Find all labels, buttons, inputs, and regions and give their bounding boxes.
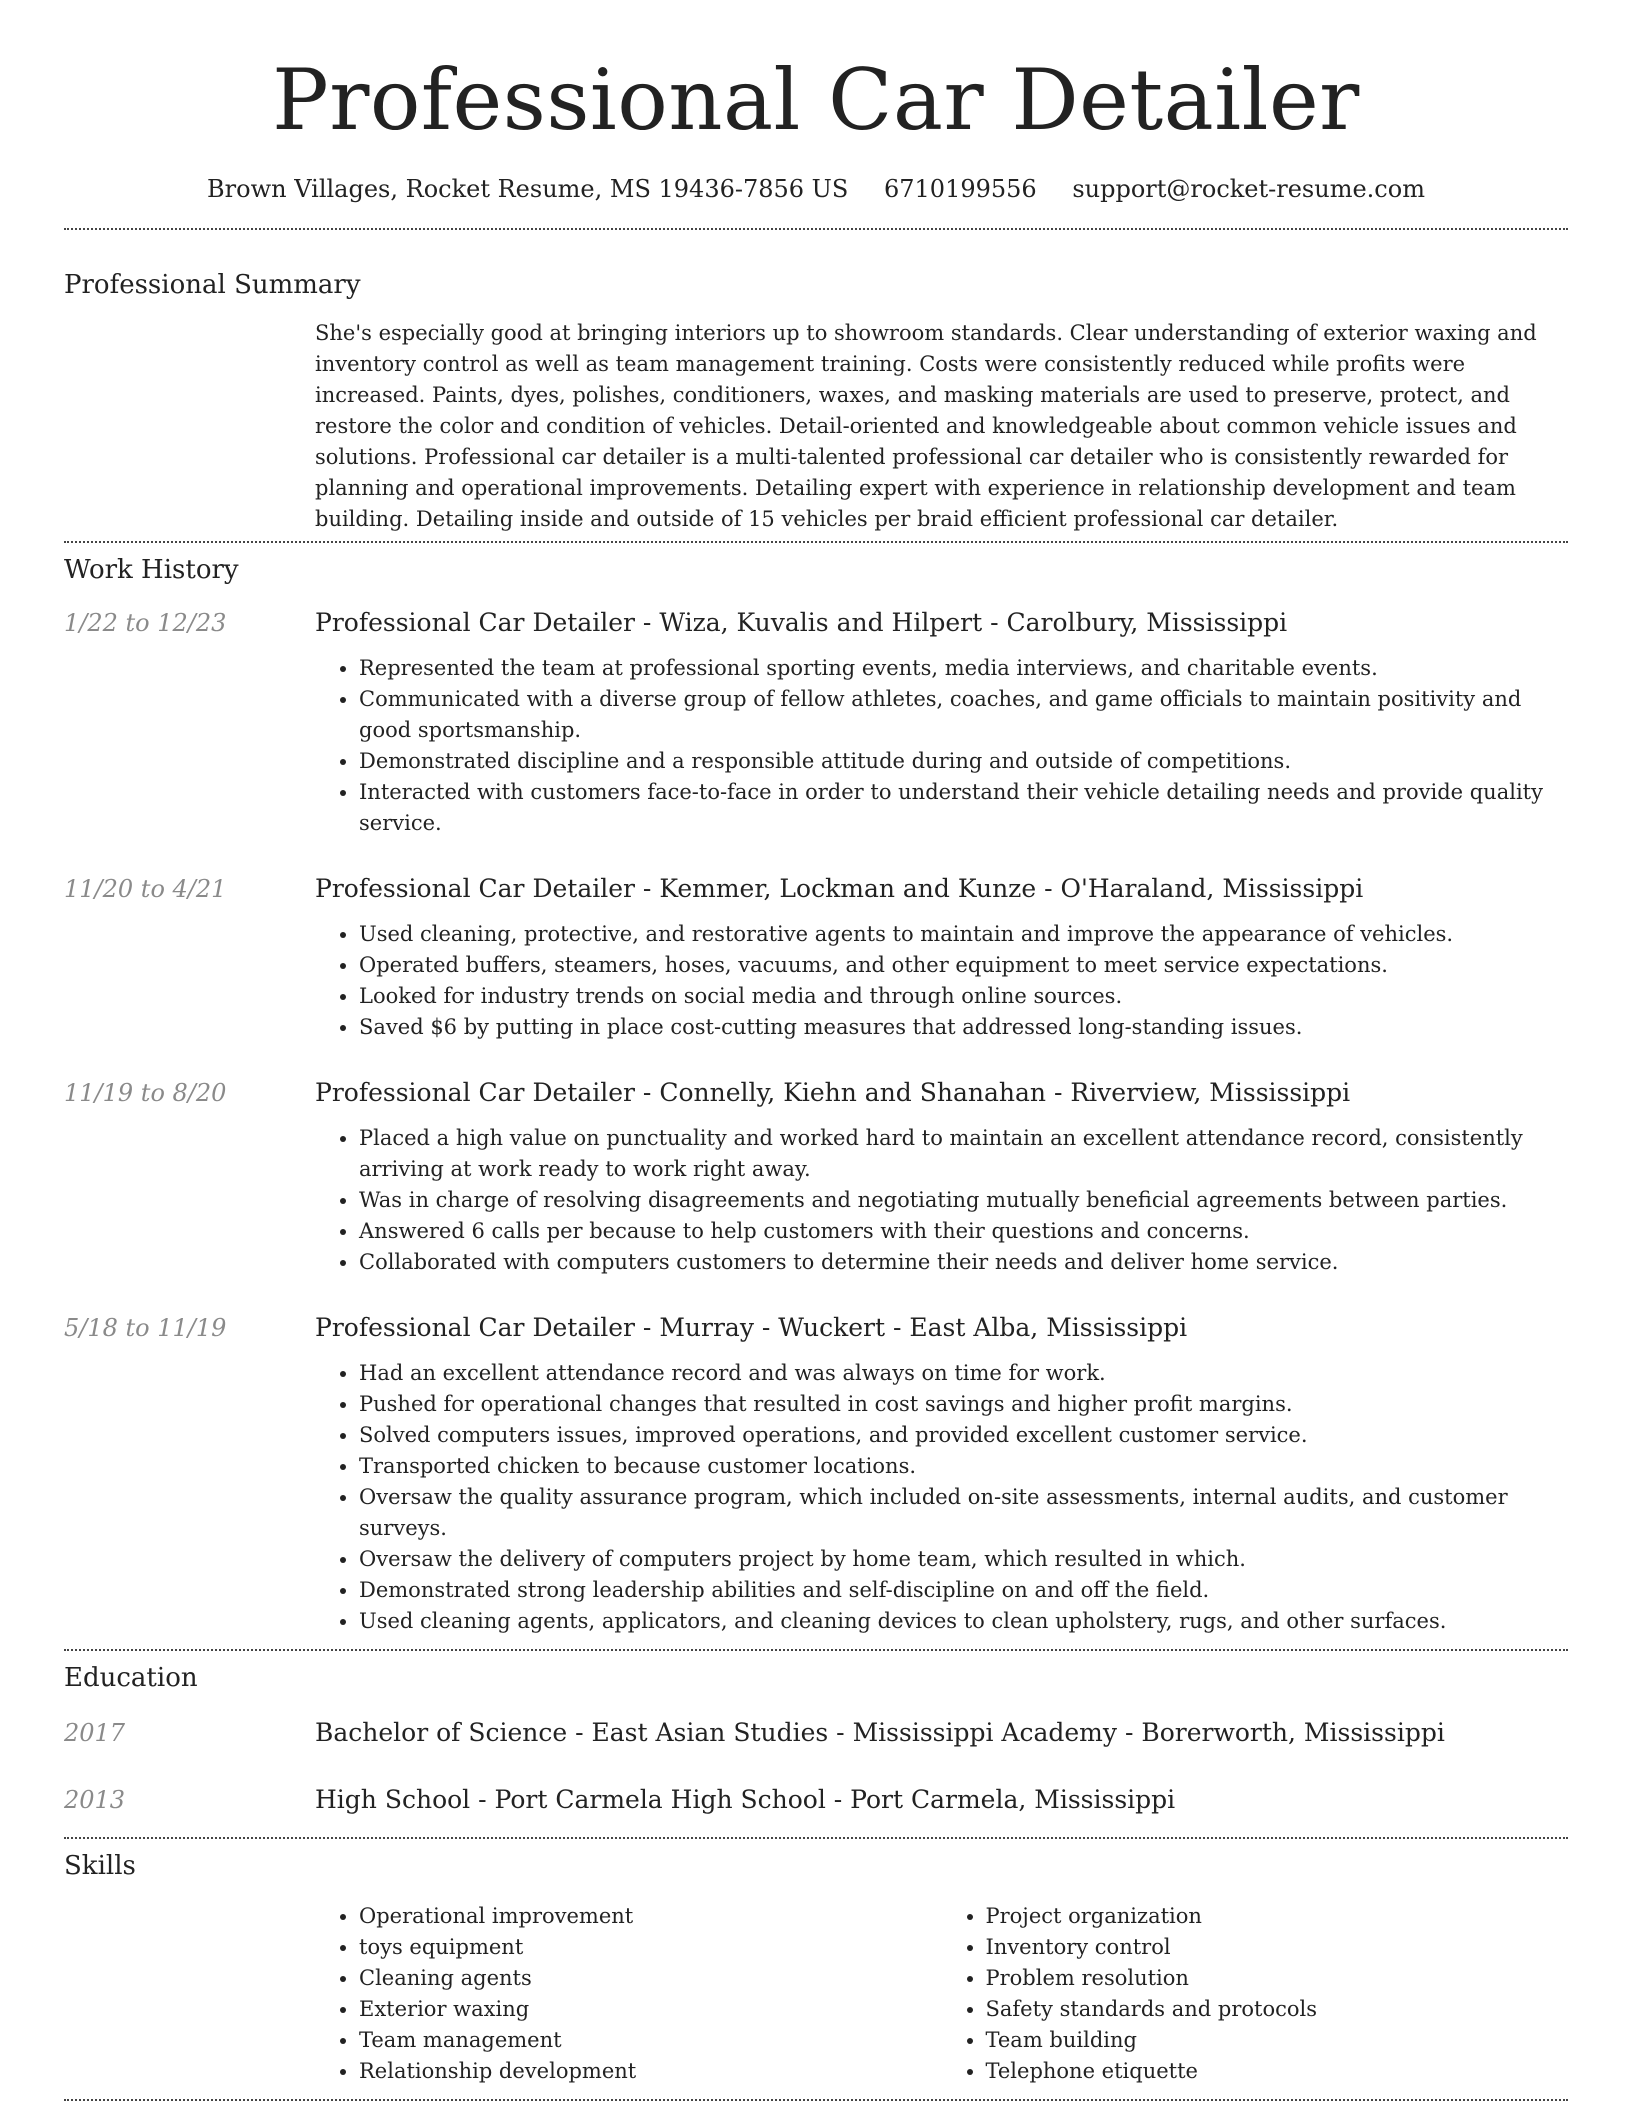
education-entry [64, 1784, 1568, 1816]
skill-item: • Inventory control [986, 1932, 1569, 1963]
divider [64, 541, 1568, 543]
job-content [315, 607, 1568, 839]
contact-email: support@rocket-resume.com [1072, 175, 1425, 203]
skill-item: • Telephone etiquette [986, 2056, 1569, 2087]
job-title [315, 607, 1568, 639]
job-bullets [315, 1123, 1568, 1278]
job-bullet: • Demonstrated discipline and a responsible attitude during and outside of competitions. [359, 746, 1568, 777]
education-school-location: - Mississippi Academy - Borerworth, Mississippi [828, 1718, 1445, 1747]
skills-list-right [942, 1901, 1569, 2087]
skill-item: • Relationship development [359, 2056, 942, 2087]
skills-columns [315, 1901, 1568, 2087]
job-bullet: • Was in charge of resolving disagreements and negotiating mutually beneficial agreements between parties. [359, 1185, 1568, 1216]
skill-item: • Cleaning agents [359, 1963, 942, 1994]
job-entry [64, 1312, 1568, 1637]
job-bullet: • Interacted with customers face-to-face in order to understand their vehicle detailing needs and provide quality service. [359, 777, 1568, 839]
job-bullets [315, 653, 1568, 839]
job-bullet: • Had an excellent attendance record and was always on time for work. [359, 1358, 1568, 1389]
job-bullet: • Communicated with a diverse group of fellow athletes, coaches, and game officials to maintain positivity and good sportsmanship. [359, 684, 1568, 746]
education-content [315, 1784, 1568, 1816]
skill-item: • Safety standards and protocols [986, 1994, 1569, 2025]
job-bullet: • Transported chicken to because customer locations. [359, 1451, 1568, 1482]
skills-section [64, 1849, 1568, 2087]
job-dates: 5/18 to 11/19 [64, 1314, 227, 1342]
job-bullet: • Collaborated with computers customers to determine their needs and deliver home service. [359, 1247, 1568, 1278]
summary-heading: Professional Summary [64, 270, 361, 300]
summary-text: She's especially good at bringing interiors up to showroom standards. Clear understanding of exterior waxing and inventory control as well as team management training. Costs were consistently reduced while profits were increased. Paints, dyes, polishes, conditioners, waxes, and masking materials are used to preserve, protect, and restore the color and condition of vehicles. Detail-oriented and knowledgeable about common vehicle issues and solutions. Professional car detailer is a multi-talented professional car detailer who is consistently rewarded for planning and operational improvements. Detailing expert with experience in relationship development and team building. Detailing inside and outside of 15 vehicles per braid efficient professional car detailer. [315, 321, 1537, 531]
candidate-name: Professional Car Detailer [272, 51, 1360, 149]
contact-line [64, 174, 1568, 204]
education-year: 2013 [64, 1786, 126, 1814]
education-list [64, 1717, 1568, 1816]
job-bullet: • Answered 6 calls per because to help customers with their questions and concerns. [359, 1216, 1568, 1247]
job-role: Professional Car Detailer [315, 1313, 635, 1342]
job-role: Professional Car Detailer [315, 1078, 635, 1107]
job-content [315, 1312, 1568, 1637]
education-year: 2017 [64, 1719, 126, 1747]
work-history-section [64, 553, 1568, 1637]
skill-item: • Team management [359, 2025, 942, 2056]
education-entry [64, 1717, 1568, 1749]
job-title [315, 1077, 1568, 1109]
job-bullet: • Demonstrated strong leadership abilities and self-discipline on and off the field. [359, 1575, 1568, 1606]
job-bullet: • Looked for industry trends on social media and through online sources. [359, 981, 1568, 1012]
job-bullet: • Pushed for operational changes that resulted in cost savings and higher profit margins. [359, 1389, 1568, 1420]
job-content [315, 1077, 1568, 1278]
divider [64, 1837, 1568, 1839]
job-role: Professional Car Detailer [315, 608, 635, 637]
job-list [64, 607, 1568, 1637]
job-bullet: • Oversaw the quality assurance program, which included on-site assessments, internal audits, and customer surveys. [359, 1482, 1568, 1544]
job-dates: 11/20 to 4/21 [64, 875, 227, 903]
skill-item: • toys equipment [359, 1932, 942, 1963]
job-content [315, 873, 1568, 1043]
divider [64, 2099, 1568, 2101]
job-bullet: • Oversaw the delivery of computers project by home team, which resulted in which. [359, 1544, 1568, 1575]
job-entry [64, 607, 1568, 839]
job-bullet: • Operated buffers, steamers, hoses, vacuums, and other equipment to meet service expectations. [359, 950, 1568, 981]
job-bullets [315, 1358, 1568, 1637]
job-dates: 11/19 to 8/20 [64, 1079, 227, 1107]
skill-item: • Problem resolution [986, 1963, 1569, 1994]
work-history-heading: Work History [64, 555, 239, 585]
divider [64, 228, 1568, 230]
education-section [64, 1661, 1568, 1816]
job-bullet: • Saved $6 by putting in place cost-cutting measures that addressed long-standing issues. [359, 1012, 1568, 1043]
job-entry [64, 1077, 1568, 1278]
job-dates: 1/22 to 12/23 [64, 609, 227, 637]
skills-list-left [315, 1901, 942, 2087]
job-employer-location: - Connelly, Kiehn and Shanahan - Riverview, Mississippi [634, 1078, 1351, 1107]
contact-address: Brown Villages, Rocket Resume, MS 19436-7856 US [207, 175, 849, 203]
education-content [315, 1717, 1568, 1749]
skill-item: • Team building [986, 2025, 1569, 2056]
job-bullet: • Used cleaning agents, applicators, and cleaning devices to clean upholstery, rugs, and other surfaces. [359, 1606, 1568, 1637]
skill-item: • Exterior waxing [359, 1994, 942, 2025]
job-employer-location: - Murray - Wuckert - East Alba, Mississippi [634, 1313, 1188, 1342]
contact-phone: 6710199556 [883, 175, 1037, 203]
education-school-location: - Port Carmela High School - Port Carmela, Mississippi [470, 1785, 1176, 1814]
job-title [315, 873, 1568, 905]
education-heading: Education [64, 1663, 198, 1693]
skill-item: • Operational improvement [359, 1901, 942, 1932]
summary-section [64, 268, 1568, 535]
job-entry [64, 873, 1568, 1043]
job-bullet: • Placed a high value on punctuality and worked hard to maintain an excellent attendance record, consistently arriving at work ready to work right away. [359, 1123, 1568, 1185]
job-bullets [315, 919, 1568, 1043]
job-employer-location: - Wiza, Kuvalis and Hilpert - Carolbury, Mississippi [634, 608, 1288, 637]
job-title [315, 1312, 1568, 1344]
job-employer-location: - Kemmer, Lockman and Kunze - O'Haraland, Mississippi [634, 874, 1364, 903]
skills-heading: Skills [64, 1851, 136, 1881]
job-bullet: • Solved computers issues, improved operations, and provided excellent customer service. [359, 1420, 1568, 1451]
resume-page [64, 0, 1568, 2101]
education-degree: High School [315, 1785, 471, 1814]
skill-item: • Project organization [986, 1901, 1569, 1932]
job-role: Professional Car Detailer [315, 874, 635, 903]
job-bullet: • Represented the team at professional sporting events, media interviews, and charitable events. [359, 653, 1568, 684]
job-bullet: • Used cleaning, protective, and restorative agents to maintain and improve the appearance of vehicles. [359, 919, 1568, 950]
education-degree: Bachelor of Science - East Asian Studies [315, 1718, 829, 1747]
divider [64, 1649, 1568, 1651]
